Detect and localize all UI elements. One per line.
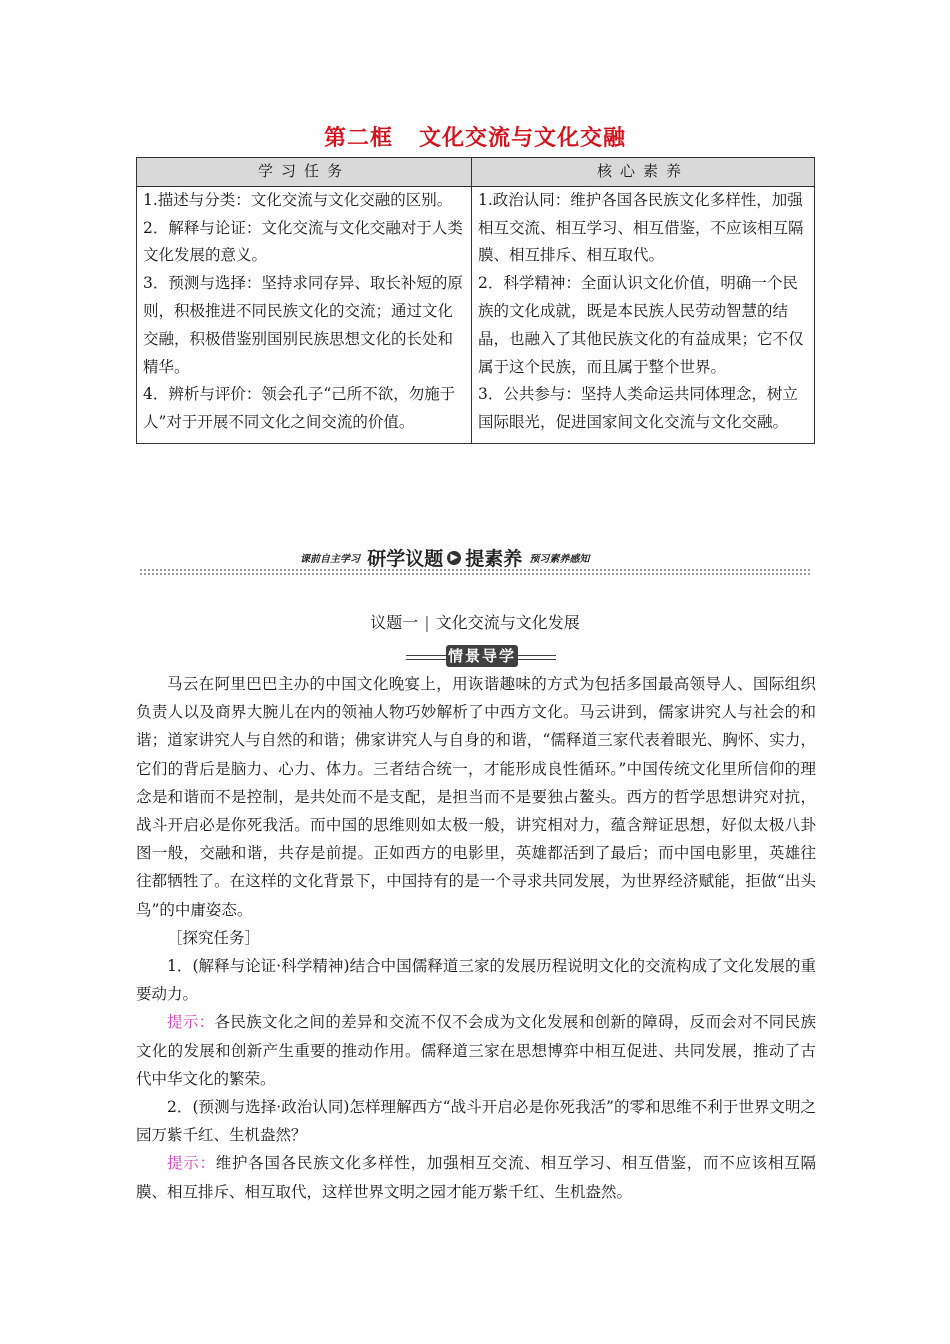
- objectives-table: [136, 157, 815, 444]
- answer-2-text: 维护各国各民族文化多样性，加强相互交流、相互学习、相互借鉴，而不应该相互隔膜、相互排斥、相互取代，这样世界文明之园才能万紫千红、生机盎然。: [136, 1154, 816, 1201]
- core-competencies-header: 核心素养: [472, 158, 815, 187]
- section-banner: [140, 544, 810, 576]
- banner-divider: [140, 573, 810, 575]
- answer-1: [136, 1008, 816, 1093]
- title-part1: 第二框: [323, 125, 393, 151]
- question-2: 2．(预测与选择·政治认同)怎样理解西方“战斗开启必是你死我活”的零和思维不利于世界文明之园万紫千红、生机盎然？: [136, 1098, 816, 1145]
- competency-item: 3．公共参与：坚持人类命运共同体理念，树立国际眼光，促进国家间文化交流与文化交融。: [478, 385, 798, 432]
- answer-2: [136, 1149, 816, 1205]
- section-tag-label: 情景导学: [447, 647, 516, 665]
- question-1: 1．(解释与论证·科学精神)结合中国儒释道三家的发展历程说明文化的交流构成了文化发展的重要动力。: [136, 957, 816, 1004]
- topic-label: 议题一: [370, 613, 419, 632]
- topic-separator: |: [424, 613, 430, 632]
- objectives-header-row: [137, 158, 815, 187]
- tag-line-right: [518, 655, 556, 660]
- banner-title-2: 提素养: [465, 548, 523, 570]
- core-competencies-cell: [472, 186, 815, 443]
- task-item: 3．预测与选择：坚持求同存异、取长补短的原则，积极推进不同民族文化的交流；通过文化交融，积极借鉴别国别民族思想文化的长处和精华。: [143, 274, 463, 376]
- hint-label: 提示：: [167, 1154, 216, 1173]
- objectives-content-row: [137, 186, 815, 443]
- banner-right-label: 预习素养感知: [529, 554, 590, 565]
- banner-left-label: 课前自主学习: [300, 554, 360, 565]
- learning-tasks-header: 学习任务: [137, 158, 472, 187]
- scenario-paragraph: 马云在阿里巴巴主办的中国文化晚宴上，用诙谐趣味的方式为包括多国最高领导人、国际组织负责人以及商界大腕儿在内的领袖人物巧妙解析了中西方文化。马云讲到，儒家讲究人与社会的和谐；道家讲究人与自然的和谐；佛家讲究人与自身的和谐，“儒释道三家代表着眼光、胸怀、实力，它们的背后是脑力、心力、体力。三者结合统一，才能形成良性循环。”中国传统文化里所信仰的理念是和谐而不是控制，是共处而不是支配，是担当而不是要独占鳌头。西方的哲学思想讲究对抗，战斗开启必是你死我活。而中国的思维则如太极一般，讲究相对力，蕴含辩证思想，好似太极八卦图一般，交融和谐，共存是前提。正如西方的电影里，英雄都活到了最后；而中国电影里，英雄往往都牺牲了。在这样的文化背景下，中国持有的是一个寻求共同发展，为世界经济赋能，拒做“出头鸟”的中庸姿态。: [136, 675, 816, 919]
- competency-item: 2．科学精神：全面认识文化价值，明确一个民族的文化成就，既是本民族人民劳动智慧的结晶，也融入了其他民族文化的有益成果；它不仅属于这个民族，而且属于整个世界。: [478, 274, 804, 376]
- title-part2: 文化交流与文化交融: [419, 125, 627, 151]
- body-content: [136, 670, 816, 1206]
- section-tag: [406, 645, 556, 667]
- banner-title-1: 研学议题: [367, 548, 444, 570]
- answer-1-text: 各民族文化之间的差异和交流不仅不会成为文化发展和创新的障碍，反而会对不同民族文化的发展和创新产生重要的推动作用。儒释道三家在思想博弈中相互促进、共同发展，推动了古代中华文化的繁荣。: [136, 1013, 816, 1088]
- task-heading: ［探究任务］: [167, 928, 261, 947]
- hint-label: 提示：: [167, 1013, 215, 1032]
- topic-heading: [0, 610, 950, 633]
- topic-title: 文化交流与文化发展: [435, 613, 580, 632]
- task-item: 2．解释与论证：文化交流与文化交融对于人类文化发展的意义。: [143, 218, 463, 265]
- competency-item: 1.政治认同：维护各国各民族文化多样性，加强相互交流、相互学习、相互借鉴，不应该相互隔膜、相互排斥、相互取代。: [478, 190, 804, 265]
- task-item: 4．辨析与评价：领会孔子“己所不欲，勿施于人”对于开展不同文化之间交流的价值。: [143, 385, 456, 432]
- task-item: 1.描述与分类：文化交流与文化交融的区别。: [143, 190, 453, 209]
- banner-divider: [140, 569, 810, 571]
- page-title: [0, 121, 950, 152]
- tag-line-left: [406, 655, 446, 660]
- arrow-right-icon: ▶: [447, 551, 461, 565]
- learning-tasks-cell: [137, 186, 472, 443]
- banner-text: [300, 544, 589, 571]
